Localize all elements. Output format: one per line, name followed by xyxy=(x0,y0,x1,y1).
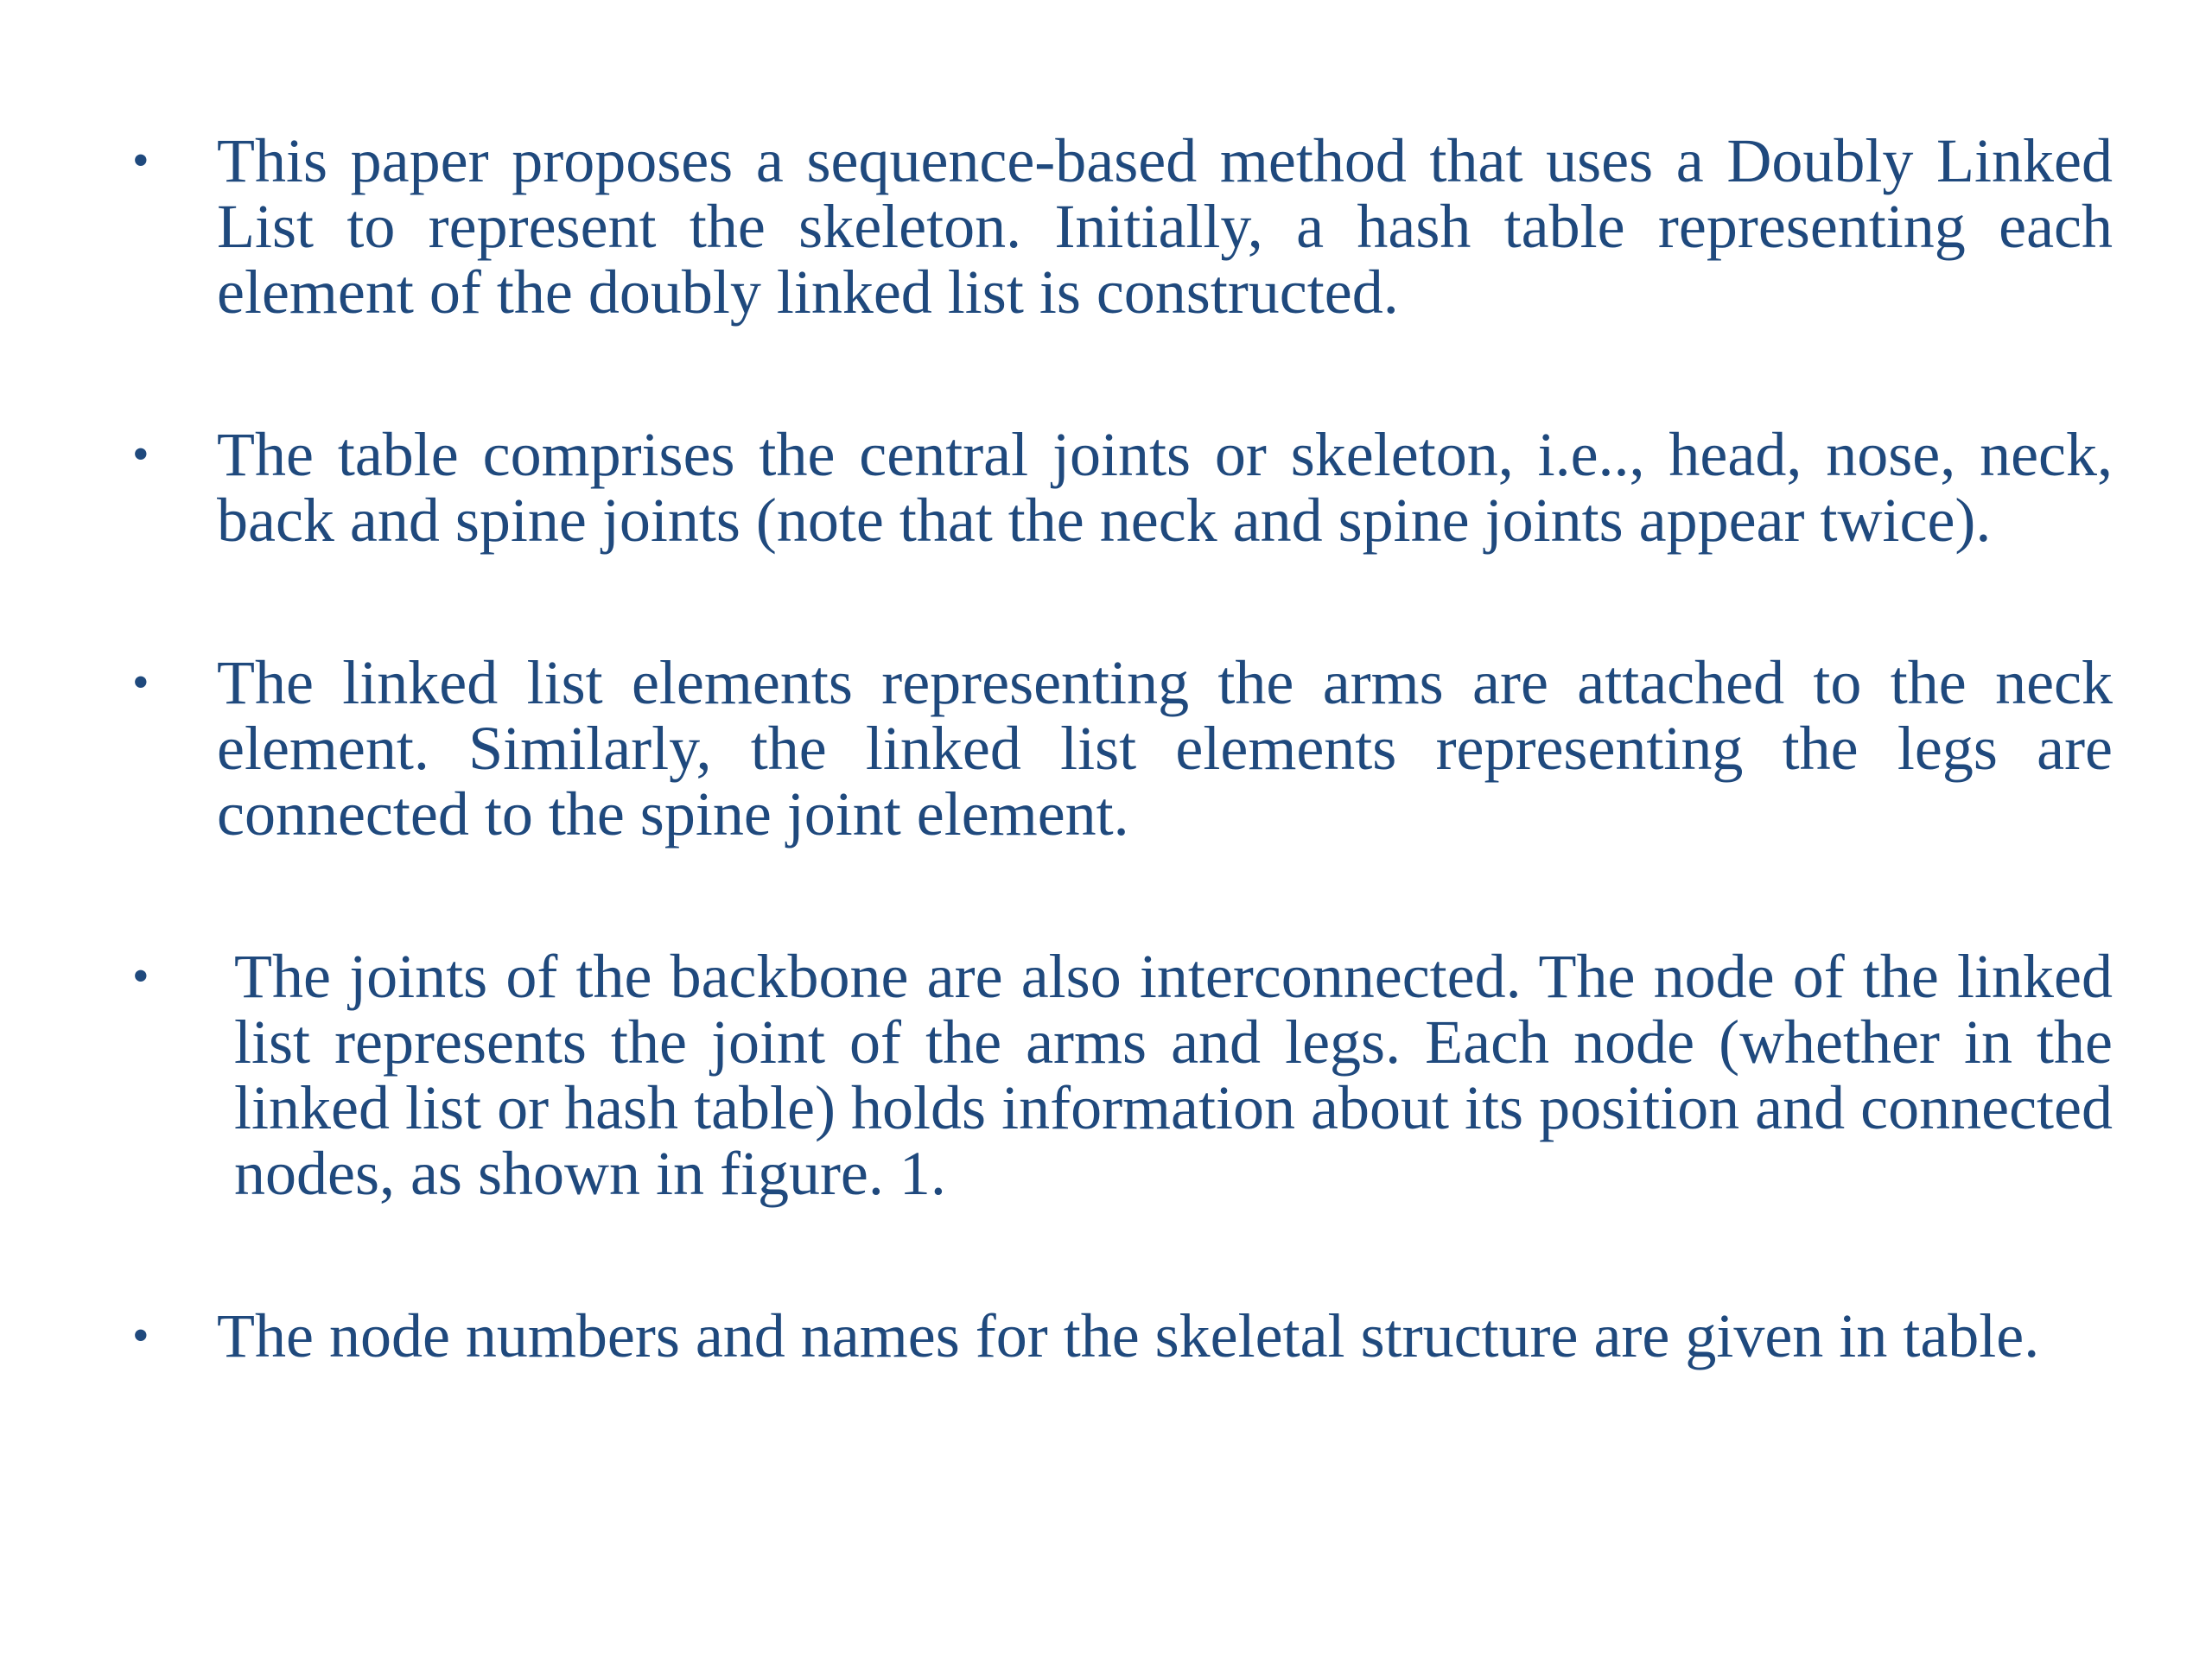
bullet-item-4 xyxy=(125,944,2113,1206)
bullet-point-icon: • xyxy=(132,950,149,1003)
bullet-text: The linked list elements representing the arms are attached to the neck element. Similarly, the linked list elements representing the legs are connected to the spine joint element. xyxy=(217,648,2113,849)
bullet-point-icon: • xyxy=(132,1309,149,1363)
bullet-text: The joints of the backbone are also interconnected. The node of the linked list represents the joint of the arms and legs. Each node (whether in the linked list or hash table) holds information about its position and connected nodes, as shown in figure. 1. xyxy=(234,942,2113,1208)
bullet-point-icon: • xyxy=(132,134,149,188)
bullet-item-2 xyxy=(125,422,2113,553)
bullet-text: This paper proposes a sequence-based method that uses a Doubly Linked List to represent the skeleton. Initially, a hash table representing each element of the doubly linked list is constructed. xyxy=(217,126,2113,327)
bullet-point-icon: • xyxy=(132,428,149,481)
bullet-text: The node numbers and names for the skeletal structure are given in table. xyxy=(217,1301,2040,1370)
bullet-item-3 xyxy=(125,650,2113,847)
bullet-list xyxy=(125,128,2113,1369)
bullet-item-5 xyxy=(125,1303,2113,1369)
bullet-point-icon: • xyxy=(132,656,149,709)
bullet-text: The table comprises the central joints or skeleton, i.e.., head, nose, neck, back and spine joints (note that the neck and spine joints appear twice). xyxy=(217,420,2113,555)
bullet-item-1 xyxy=(125,128,2113,325)
